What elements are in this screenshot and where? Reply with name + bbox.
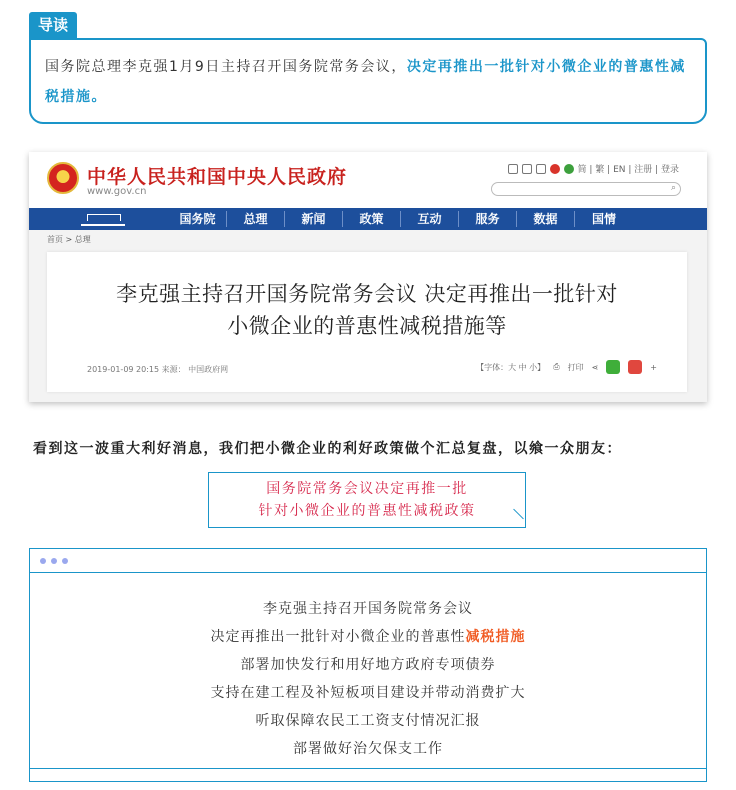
policy-banner-line1: 国务院常务会议决定再推一批 bbox=[266, 481, 468, 497]
list-item-plain: 决定再推出一批针对小微企业的普惠性 bbox=[210, 629, 466, 645]
window-dot-icon bbox=[62, 558, 68, 564]
app-icon[interactable] bbox=[522, 164, 532, 174]
policy-banner-line2: 针对小微企业的普惠性减税政策 bbox=[258, 503, 476, 519]
meeting-points-list bbox=[30, 573, 706, 763]
font-size-tools[interactable]: 【字体：大 中 小】 bbox=[476, 362, 546, 372]
nav-item-guoqing[interactable]: 国情 bbox=[591, 212, 616, 226]
intro-text-plain: 国务院总理李克强1月9日主持召开国务院常务会议， bbox=[45, 59, 407, 75]
gov-nav-bar bbox=[29, 208, 707, 230]
intro-card bbox=[29, 12, 707, 124]
mobile-icon[interactable] bbox=[536, 164, 546, 174]
policy-banner bbox=[208, 472, 526, 528]
article-title-line1: 李克强主持召开国务院常务会议 决定再推出一批针对 bbox=[116, 282, 618, 306]
nav-item-shuju[interactable]: 数据 bbox=[517, 211, 575, 227]
wechat-icon[interactable] bbox=[564, 164, 574, 174]
gov-search-input[interactable] bbox=[491, 182, 681, 196]
list-item: 部署加快发行和用好地方政府专项债券 bbox=[240, 657, 496, 673]
gov-header bbox=[29, 152, 707, 208]
weibo-share-icon[interactable] bbox=[628, 360, 642, 374]
window-dot-icon bbox=[40, 558, 46, 564]
list-item: 李克强主持召开国务院常务会议 bbox=[263, 601, 473, 617]
search-icon[interactable]: ⌕ bbox=[670, 183, 676, 193]
window-dot-icon bbox=[51, 558, 57, 564]
print-link[interactable]: 打印 bbox=[567, 362, 584, 372]
weibo-icon[interactable] bbox=[550, 164, 560, 174]
gov-top-links bbox=[508, 162, 679, 175]
list-item bbox=[30, 623, 706, 651]
gov-lang-links[interactable]: 简 | 繁 | EN | 注册 | 登录 bbox=[577, 165, 679, 175]
card-title-bar bbox=[30, 549, 706, 573]
more-share-icon[interactable]: + bbox=[650, 362, 657, 372]
article-tools bbox=[476, 360, 657, 374]
list-item-highlight: 减税措施 bbox=[465, 629, 526, 645]
gov-article bbox=[47, 252, 687, 392]
share-icon[interactable]: ⋖ bbox=[591, 362, 599, 372]
nav-item-guowuyuan[interactable]: 国务院 bbox=[169, 211, 227, 227]
article-title-line2: 小微企业的普惠性减税措施等 bbox=[227, 314, 507, 338]
nav-item-hudong[interactable]: 互动 bbox=[401, 211, 459, 227]
list-item: 支持在建工程及补短板项目建设并带动消费扩大 bbox=[210, 685, 526, 701]
article-title bbox=[47, 278, 687, 342]
nav-item-zhengce[interactable]: 政策 bbox=[343, 211, 401, 227]
list-item: 听取保障农民工工资支付情况汇报 bbox=[255, 713, 481, 729]
national-emblem-icon bbox=[47, 162, 79, 194]
intro-text-highlight: 决定再推出一批针对小微企业的普惠性减税措施。 bbox=[45, 59, 686, 105]
card-footer-divider bbox=[30, 768, 706, 769]
mail-icon[interactable] bbox=[508, 164, 518, 174]
wechat-share-icon[interactable] bbox=[606, 360, 620, 374]
intro-tag: 导读 bbox=[29, 12, 77, 38]
printer-icon[interactable]: ⎙ bbox=[553, 362, 560, 371]
summary-text: 看到这一波重大利好消息，我们把小微企业的利好政策做个汇总复盘，以飨一众朋友： bbox=[33, 441, 622, 457]
meeting-points-card bbox=[29, 548, 707, 782]
nav-item-zongli[interactable]: 总理 bbox=[227, 211, 285, 227]
tiananmen-home-icon[interactable] bbox=[81, 212, 125, 226]
intro-text bbox=[29, 38, 707, 124]
breadcrumb[interactable]: 首页 > 总理 bbox=[47, 235, 91, 244]
list-item: 部署做好治欠保支工作 bbox=[293, 741, 443, 757]
article-meta: 2019-01-09 20:15 来源： 中国政府网 bbox=[87, 365, 229, 374]
gov-screenshot bbox=[29, 152, 707, 402]
nav-item-xinwen[interactable]: 新闻 bbox=[285, 211, 343, 227]
gov-site-name: 中华人民共和国中央人民政府 bbox=[87, 166, 348, 188]
gov-site-url: www.gov.cn bbox=[87, 186, 147, 197]
nav-item-fuwu[interactable]: 服务 bbox=[459, 211, 517, 227]
